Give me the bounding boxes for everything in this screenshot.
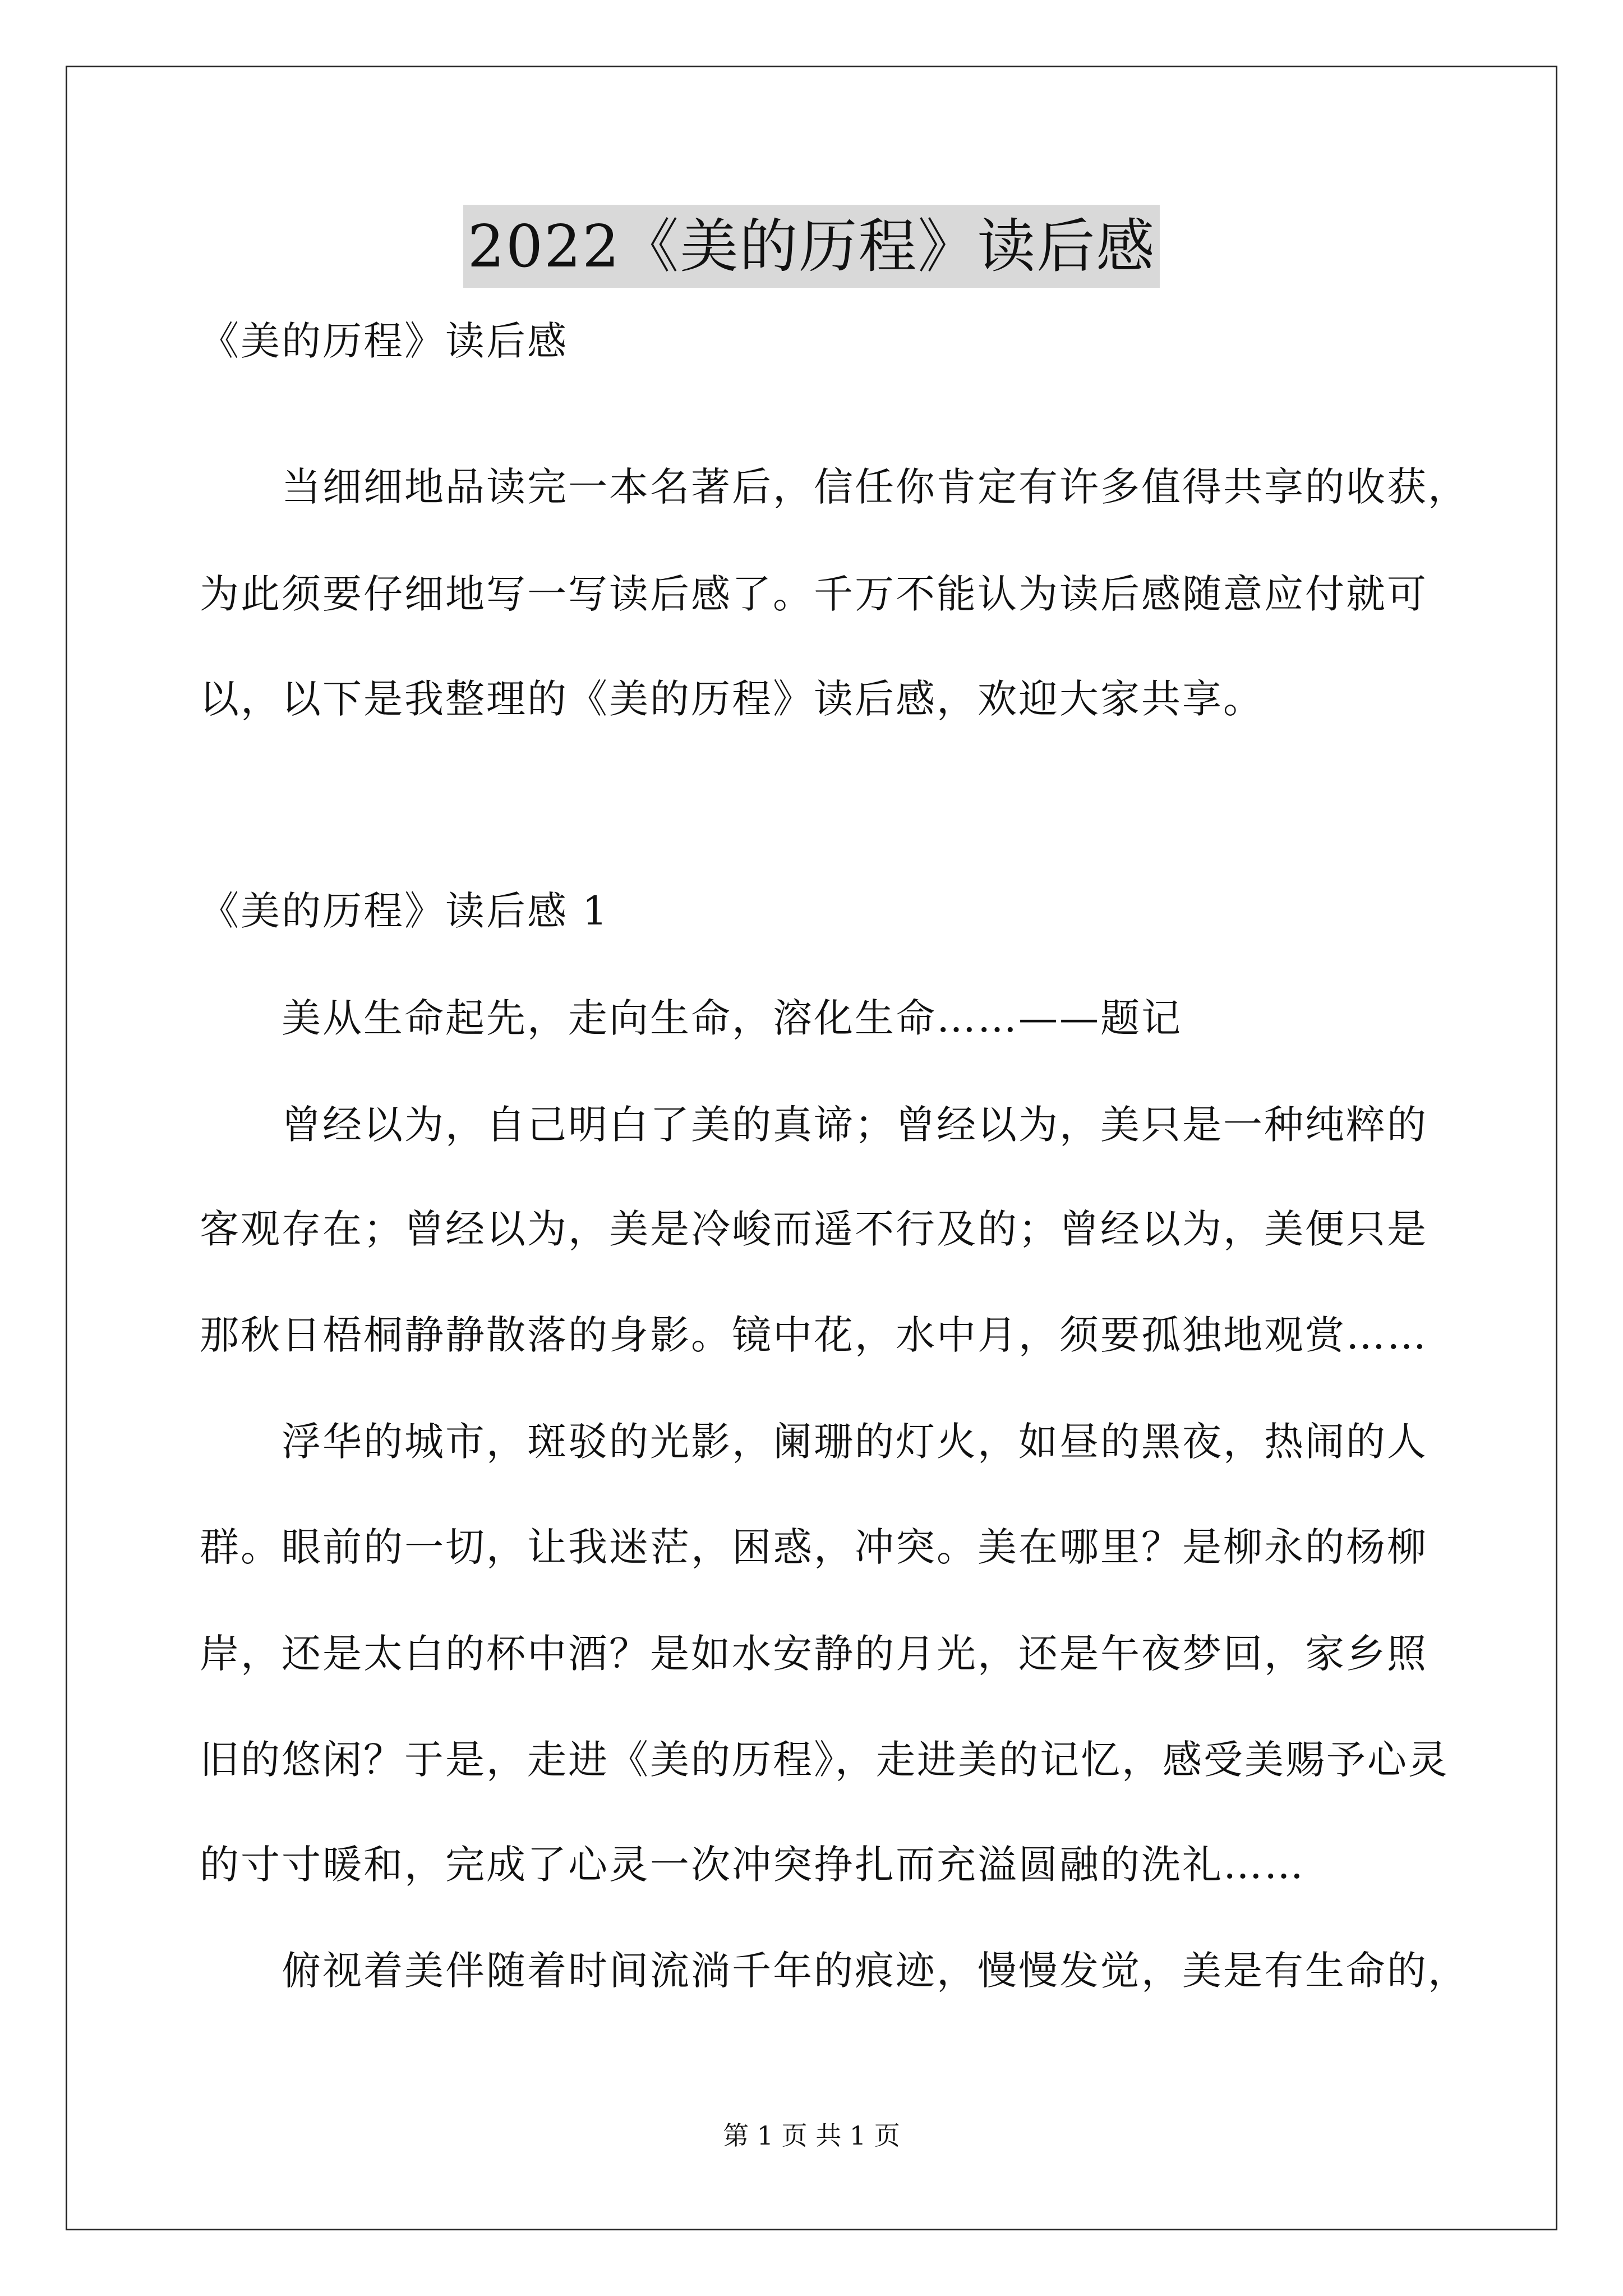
page-footer: 第 1 页 共 1 页: [723, 2120, 900, 2151]
paragraph-line: 群。眼前的一切，让我迷茫，困惑，冲突。美在哪里？是柳永的杨柳: [200, 1524, 1428, 1570]
paragraph-line: 旧的悠闲？于是，走进《美的历程》，走进美的记忆，感受美赐予心灵: [200, 1737, 1449, 1783]
section-heading: 《美的历程》读后感 1: [200, 888, 609, 934]
subtitle-line: 《美的历程》读后感: [200, 318, 568, 364]
document-title: 2022《美的历程》读后感: [463, 205, 1160, 288]
paragraph-line: 俯视着美伴随着时间流淌千年的痕迹，慢慢发觉，美是有生命的，: [282, 1948, 1469, 1994]
paragraph-line: 浮华的城市，斑驳的光影，阑珊的灯火，如昼的黑夜，热闹的人: [282, 1419, 1428, 1465]
paragraph-line: 岸，还是太白的杯中酒？是如水安静的月光，还是午夜梦回，家乡照: [200, 1631, 1428, 1677]
paragraph-line: 曾经以为，自己明白了美的真谛；曾经以为，美只是一种纯粹的: [282, 1102, 1428, 1148]
title-container: [0, 205, 1623, 288]
paragraph-line: 那秋日梧桐静静散落的身影。镜中花，水中月，须要孤独地观赏……: [200, 1312, 1428, 1358]
paragraph-line: 为此须要仔细地写一写读后感了。千万不能认为读后感随意应付就可: [200, 571, 1428, 617]
epigraph-line: 美从生命起先，走向生命，溶化生命……——题记: [282, 995, 1182, 1041]
paragraph-line: 客观存在；曾经以为，美是冷峻而遥不行及的；曾经以为，美便只是: [200, 1206, 1428, 1252]
paragraph-line: 以，以下是我整理的《美的历程》读后感，欢迎大家共享。: [200, 676, 1264, 722]
paragraph-line: 的寸寸暖和，完成了心灵一次冲突挣扎而充溢圆融的洗礼……: [200, 1842, 1305, 1888]
paragraph-line: 当细细地品读完一本名著后，信任你肯定有许多值得共享的收获，: [282, 464, 1469, 510]
